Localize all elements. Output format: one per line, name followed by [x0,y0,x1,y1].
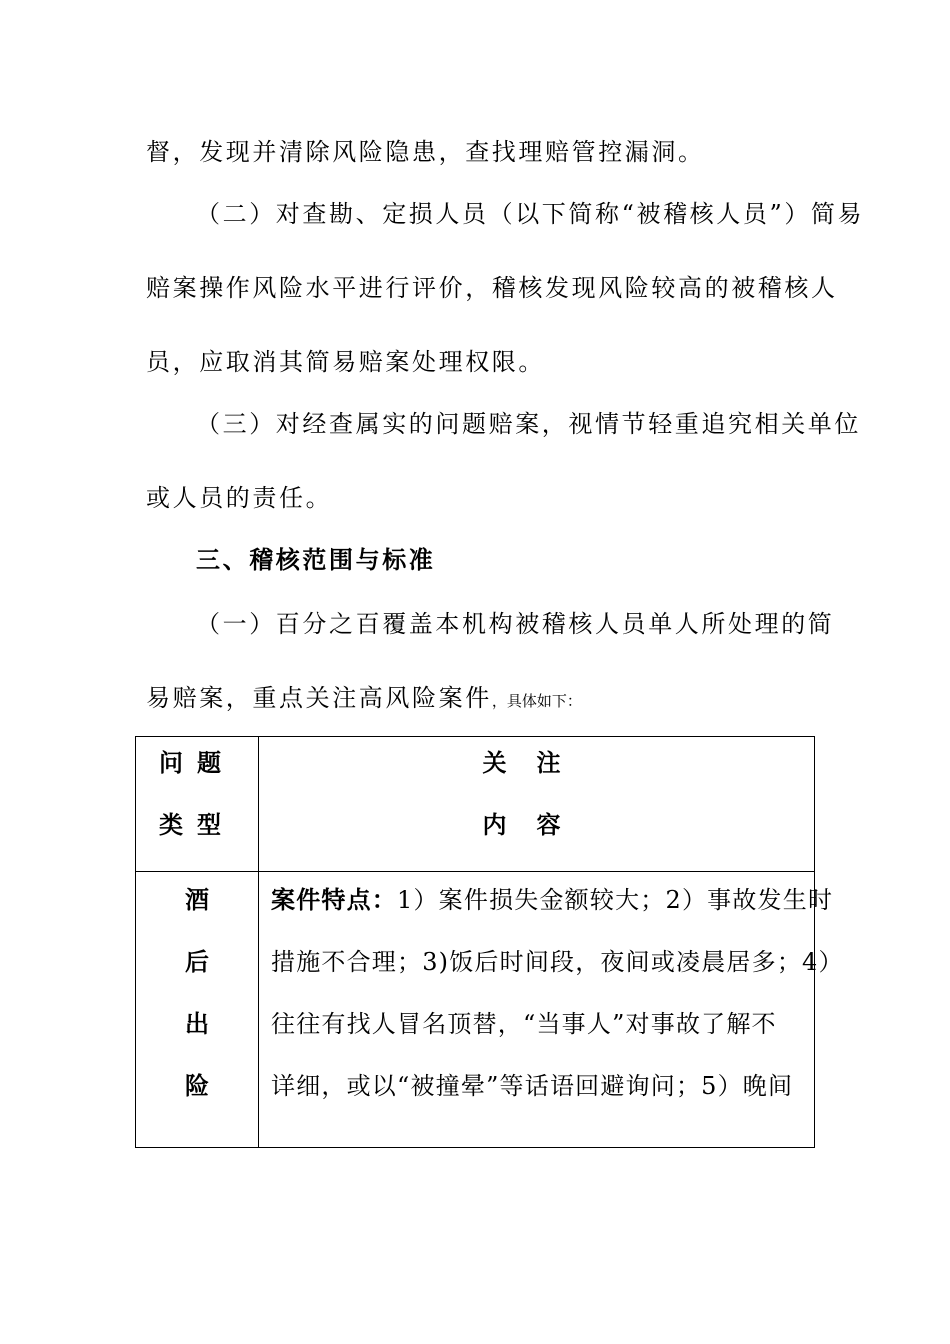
section-heading: 三、稽核范围与标准 [196,546,436,574]
header-focus-content [259,737,815,872]
body-line: 详细，或以“被撞晕”等话语回避询问；5）晚间 [271,1072,794,1100]
body-line: 往往有找人冒名顶替，“当事人”对事故了解不 [271,1010,777,1038]
paragraph-line: （三）对经查属实的问题赔案，视情节轻重追究相关单位 [196,410,861,438]
body-text: 1）案件损失金额较大；2）事故发生时 [397,886,834,914]
header-problem-type [136,737,259,872]
paragraph-line: 或人员的责任。 [146,484,333,512]
paragraph-small-text: ，具体如下： [491,692,582,710]
table-header-row [136,737,815,872]
audit-focus-table [135,736,844,1148]
paragraph-line: 赔案操作风险水平进行评价，稽核发现风险较高的被稽核人 [146,274,838,302]
type-char: 出 [185,1010,209,1038]
paragraph-line: 督，发现并清除风险隐患，查找理赔管控漏洞。 [146,138,705,166]
paragraph-line: 员，应取消其简易赔案处理权限。 [146,348,545,376]
paragraph-line [146,682,810,717]
paragraph-text: 易赔案，重点关注高风险案件 [146,684,492,712]
header-cell-line: 类型 [159,811,235,839]
header-cell-line: 问题 [159,749,235,777]
row-problem-type [136,872,259,1148]
type-char: 后 [185,948,209,976]
body-line [271,884,834,946]
paragraph-line: （一）百分之百覆盖本机构被稽核人员单人所处理的简 [196,610,835,638]
type-char: 险 [185,1072,209,1100]
row-focus-content [259,872,844,1148]
type-char: 酒 [185,886,209,914]
case-features-label: 案件特点： [271,886,397,914]
body-line: 措施不合理；3)饭后时间段，夜间或凌晨居多；4） [271,948,844,976]
header-cell-line: 内容 [482,811,591,839]
table-row [136,872,815,1148]
paragraph-line: （二）对查勘、定损人员（以下简称“被稽核人员”）简易 [196,200,865,228]
header-cell-line: 关注 [482,749,591,777]
